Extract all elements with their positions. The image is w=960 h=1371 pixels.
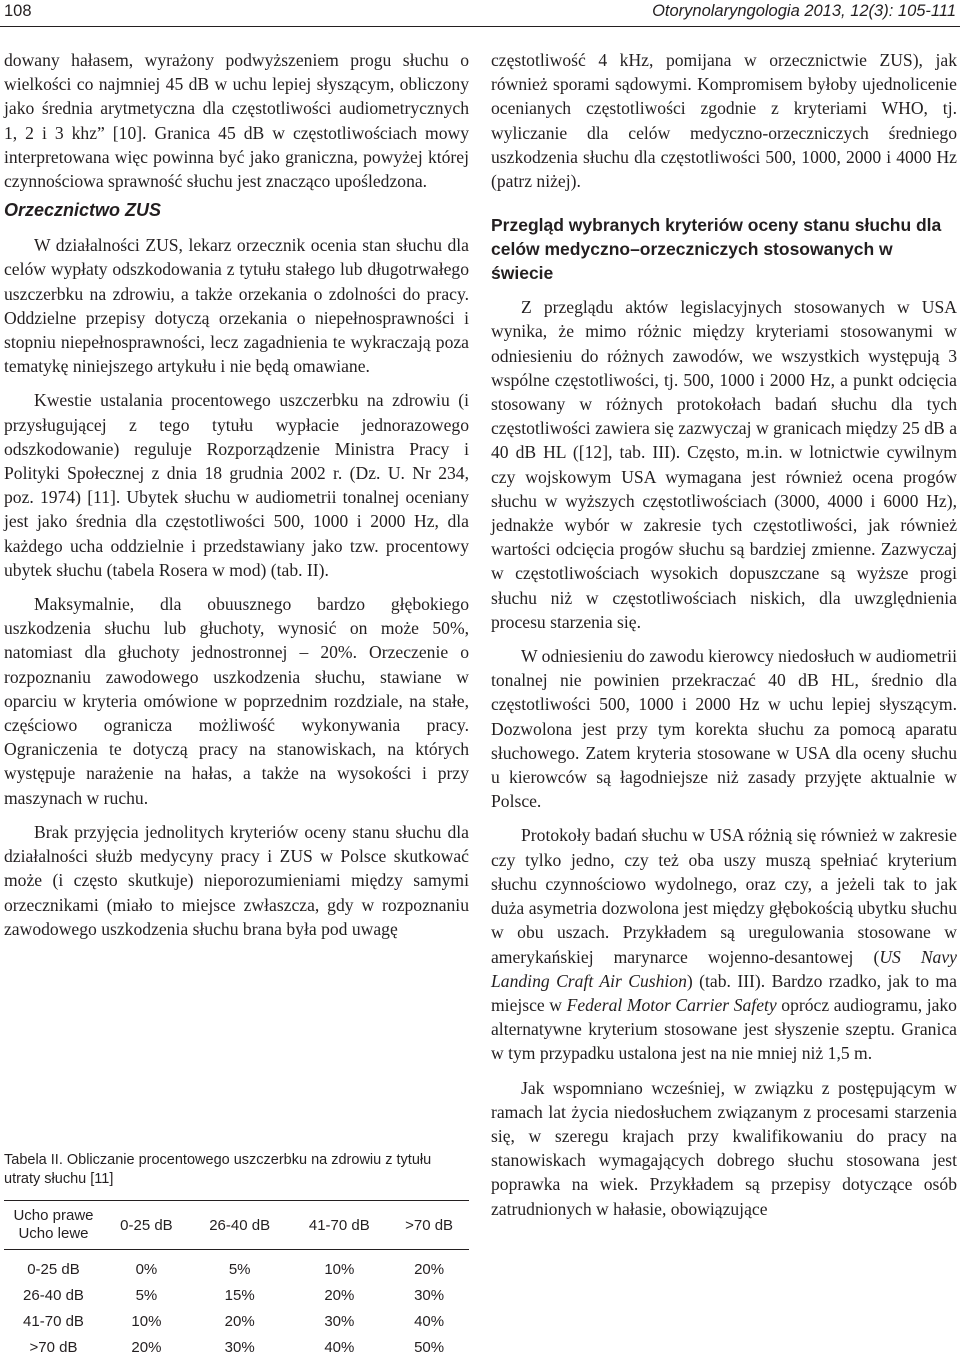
right-paragraph-1: częstotliwość 4 kHz, pomijana w orzecznictwie ZUS), jak również sporami sądowymi. Kompromisem byłoby ujednolicenie ocenianych częstotliwości zgodnie z kryteriami WHO, tj. wyliczanie dla celów medyczno-orzeczniczych średniego uszkodzenia słuchu dla częstotliwości 500, 1000, 2000 i 4000 Hz (patrz niżej).	[491, 50, 957, 192]
left-paragraph-3: Kwestie ustalania procentowego uszczerbku na zdrowiu (i przysługującej z tego tytułu wypłacie jednorazowego odszkodowanie) reguluje Rozporządzenie Ministra Pracy i Polityki Społecznej z dnia 18 grudnia 2002 r. (Dz. U. Nr 234, poz. 1974) [11]. Ubytek słuchu w audiometrii tonalnej oceniany jest jako średnia dla częstotliwości 500, 1000 i 2000 Hz, dla każdego ucha oddzielnie i przedstawiany jako tzw. procentowy ubytek słuchu (tabela Rosera w mod) (tab. II).	[4, 390, 469, 580]
table-row	[4, 1308, 469, 1334]
table-cell: 20%	[224, 1312, 255, 1330]
table-cell: 10%	[131, 1312, 162, 1330]
table-row	[4, 1334, 469, 1360]
text-run: oprócz audiogramu, jako alternatywne kryterium stosowane jest słyszenie szeptu. Granica w tym przypadku ustalona jest na nie mniej niż 1,5 m.	[491, 994, 957, 1064]
table-row	[4, 1250, 469, 1283]
column-header: >70 dB	[405, 1216, 454, 1234]
table-cell: 40%	[324, 1338, 355, 1356]
table-cell: 15%	[224, 1286, 255, 1304]
left-paragraph-1: dowany hałasem, wyrażony podwyższeniem progu słuchu o wielkości co najmniej 45 dB w uchu lepiej słyszącym, obliczony jako średnia arytmetyczna dla częstotliwości audiometrycznych 1, 2 i 3 khz” [10]. Granica 45 dB w częstotliwościach mowy interpretowana więc powinna być jako graniczna, powyżej której czynnościowa sprawność słuchu jest znacząco upośledzona.	[4, 50, 469, 192]
left-column	[4, 48, 469, 941]
column-header: 0-25 dB	[120, 1216, 173, 1234]
table-cell: 5%	[135, 1286, 158, 1304]
row-header: 41-70 dB	[23, 1312, 84, 1330]
journal-reference: Otorynolaryngologia 2013, 12(3): 105-111	[652, 2, 956, 20]
table-cell: 0%	[135, 1260, 158, 1278]
right-paragraph-5: Jak wspomniano wcześniej, w związku z postępującym w ramach lat życia niedosłuchem związanym z procesami starzenia się, w szeregu krajach przy kwalifikowaniu do pracy na stanowiskach wymagających dobrego słuchu stosowana jest poprawka na wiek. Przykładem są przepisy dotyczące osób zatrudnionych w hałasie, obowiązujące	[491, 1077, 957, 1219]
table-corner-cell	[4, 1201, 103, 1250]
section-heading-world-criteria: Przegląd wybranych kryteriów oceny stanu słuchu dla celów medyczno–orzeczniczych stosowanych w świecie	[491, 215, 942, 284]
table-row	[4, 1282, 469, 1308]
table-cell: 50%	[414, 1338, 445, 1356]
row-header: >70 dB	[29, 1338, 78, 1356]
table-cell: 30%	[414, 1286, 445, 1304]
table-cell: 30%	[224, 1338, 255, 1356]
column-header: 26-40 dB	[209, 1216, 271, 1234]
left-paragraph-4: Maksymalnie, dla obuusznego bardzo głębokiego uszkodzenia słuchu lub głuchoty, wynosić on może 50%, natomiast dla głuchoty jednostronnej – 20%. Orzeczenie o rozpoznaniu zawodowego uszkodzenia słuchu, stawiane w oparciu w kryteria omówione w poprzednim rozdziale, na stałe, częściowo ogranicza możliwość wykonywania pracy. Ograniczenia te dotyczą pracy na stanowiskach, na których występuje narażenie na hałas, a także na wysokości i przy maszynach w ruchu.	[4, 594, 469, 808]
corner-label-left-ear: Ucho lewe	[18, 1225, 89, 1242]
row-header: 26-40 dB	[23, 1286, 84, 1304]
impairment-table	[4, 1200, 469, 1360]
right-paragraph-4	[491, 823, 957, 1065]
section-heading-zus: Orzecznictwo ZUS	[4, 200, 162, 221]
text-run: Protokoły badań słuchu w USA różnią się również w zakresie czy tylko jedno, czy też oba uszy muszą spełniać kryterium słuchu czynnościowo wydolnego, oraz czy, a jeżeli tak to jak duża asymetria dozwolona jest między głębokością ubytku słuchu w obu uszach. Przykładem są uregulowania stosowane w amerykańskiej marynarce wojenno-desantowej (	[491, 825, 957, 967]
right-paragraph-3: W odniesieniu do zawodu kierowcy niedosłuch w audiometrii tonalnej nie powinien przekraczać 40 dB HL, średnio dla częstotliwości 500, 1000 i 2000 Hz w uchu lepiej słyszącym. Dozwolona jest przy tym korekta słuchu za pomocą aparatu słuchowego. Zatem kryteria stosowane w USA dla oceny słuchu u kierowców są łagodniejsze niż zasady przyjęte aktualnie w Polsce.	[491, 646, 957, 812]
header-rule	[0, 26, 960, 27]
table-cell: 5%	[228, 1260, 251, 1278]
row-header: 0-25 dB	[27, 1260, 80, 1278]
corner-label-right-ear: Ucho prawe	[13, 1207, 94, 1224]
italic-term-fmcsa: Federal Motor Carrier Safety	[566, 994, 777, 1015]
table-cell: 20%	[414, 1260, 445, 1278]
page-number: 108	[4, 2, 32, 20]
table-cell: 20%	[131, 1338, 162, 1356]
text-run: ) (tab. III). Bardzo rzadko, jak to ma miejsce w	[491, 970, 957, 1015]
left-paragraph-2: W działalności ZUS, lekarz orzecznik ocenia stan słuchu dla celów wypłaty odszkodowania z tytułu stałego lub długotrwałego uszczerbku na zdrowiu, a także orzekania o zdolności do pracy. Oddzielne przepisy dotyczą orzekania o niepełnosprawności i stopniu niepełnosprawności, lecz zagadnienia te wykraczają poza tematykę niniejszego artykułu i nie będą omawiane.	[4, 235, 469, 377]
left-paragraph-5: Brak przyjęcia jednolitych kryteriów oceny stanu słuchu dla działalności służb medycyny pracy i ZUS w Polsce skutkować może (i często skutkuje) nieporozumieniami między samymi orzecznikami (miało to miejsce zwłaszcza, gdy w rozpoznaniu zawodowego uszkodzenia słuchu brana była pod uwagę	[4, 821, 469, 939]
table-caption: Tabela II. Obliczanie procentowego uszczerbku na zdrowiu z tytułu utraty słuchu [11]	[4, 1152, 432, 1187]
right-paragraph-2: Z przeglądu aktów legislacyjnych stosowanych w USA wynika, że mimo różnic między kryteriami stosowanymi w odniesieniu do różnych zawodów, we wszystkich występują 3 wspólne częstotliwości, tj. 500, 1000 i 2000 Hz, a punkt odcięcia stosowany w różnych protokołach badań słuchu dla tych częstotliwości zawiera się zazwyczaj w granicach między 25 dB a 40 dB HL ([12], tab. III). Często, m.in. w lotnictwie cywilnym czy wojskowym USA wymagana jest również ocena progów słuchu w wyższych częstotliwościach (3000, 4000 i 6000 Hz), jednakże wybór w zakresie tych częstotliwości, jak również wartości odcięcia progów słuchu są bardziej zmienne. Zazwyczaj w częstotliwościach wysokich dopuszczane są wyższe progi słuchu niż w częstotliwościach niskich, dla uwzględnienia procesu starzenia się.	[491, 297, 957, 632]
table-header-row	[4, 1201, 469, 1250]
table-cell: 20%	[324, 1286, 355, 1304]
table-cell: 10%	[324, 1260, 355, 1278]
table-cell: 30%	[324, 1312, 355, 1330]
right-column	[491, 48, 957, 1221]
italic-term-us-navy: US Navy Landing Craft Air Cushion	[491, 946, 957, 991]
table-cell: 40%	[414, 1312, 445, 1330]
column-header: 41-70 dB	[308, 1216, 370, 1234]
